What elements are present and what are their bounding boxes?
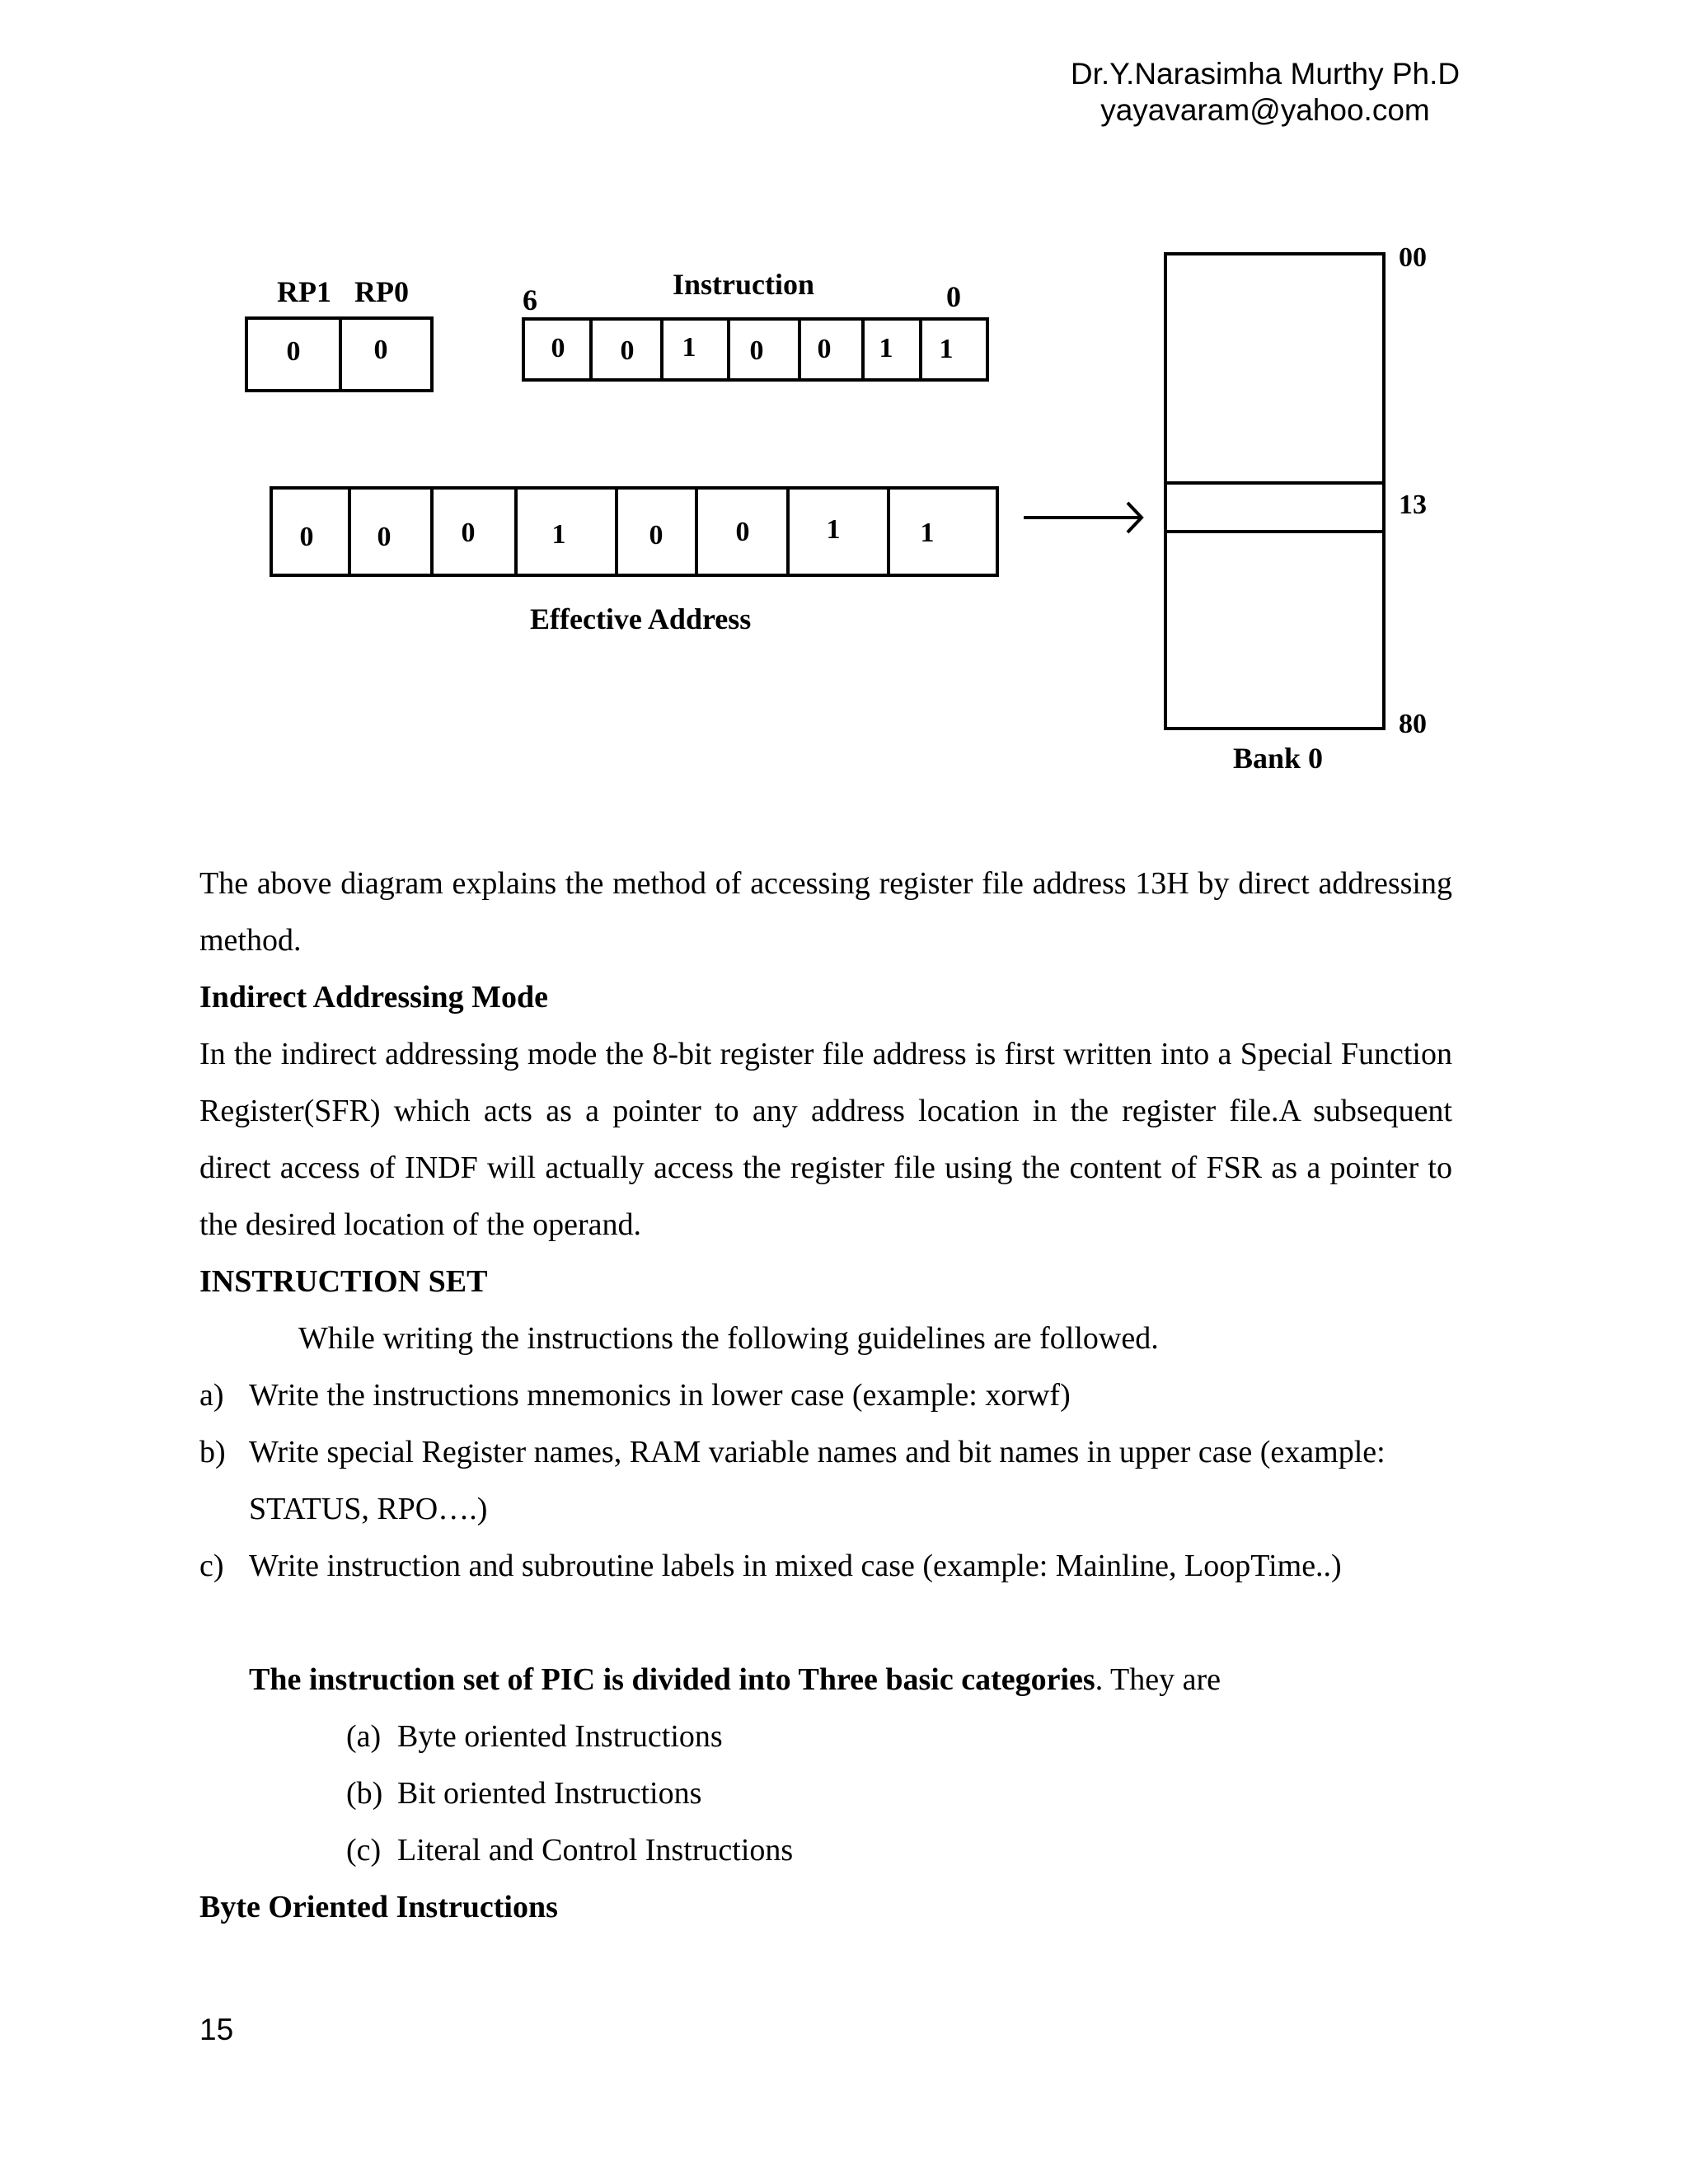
effective-address-bit: 1 [920,518,935,548]
bank-label: Bank 0 [1233,742,1324,775]
guideline-marker: b) [199,1435,226,1469]
category-label: Bit oriented Instructions [397,1776,702,1811]
categories-intro [249,1652,1221,1708]
heading-indirect-addressing: Indirect Addressing Mode [199,980,548,1015]
instruction-bit: 1 [939,334,954,364]
guidelines-intro: While writing the instructions the following guidelines are followed. [298,1321,1159,1356]
effective-address-bit: 0 [649,520,663,551]
guideline-text: Write instruction and subroutine labels in mixed case (example: Mainline, LoopTime..) [249,1549,1342,1583]
effective-address-bit: 1 [826,514,841,545]
guideline-text: Write special Register names, RAM variable names and bit names in upper case (example: [249,1435,1386,1469]
instruction-bit: 1 [682,332,696,363]
instruction-bit: 0 [749,335,764,366]
rp1-bit: 0 [286,336,301,367]
author-email: yayavaram@yahoo.com [1100,93,1430,127]
bank0-memory-block [1165,254,1384,729]
category-marker: (a) [346,1719,382,1754]
categories-intro-bold: The instruction set of PIC is divided into Three basic categories [249,1662,1095,1697]
rp1-label: RP1 [277,275,331,308]
guideline-text-continued: STATUS, RPO….) [249,1492,488,1526]
heading-instruction-set: INSTRUCTION SET [199,1264,488,1299]
arrow-right-icon [1024,503,1142,532]
category-marker: (b) [346,1776,383,1811]
guideline-marker: a) [199,1378,224,1413]
instruction-bit: 0 [817,334,832,364]
categories-intro-rest: . They are [1095,1662,1221,1697]
bank-address-00: 00 [1399,242,1427,273]
instruction-bit: 0 [551,333,565,363]
effective-address-bit: 0 [461,518,476,548]
category-label: Literal and Control Instructions [397,1833,794,1868]
effective-address-bit: 0 [299,522,314,552]
rp0-label: RP0 [354,275,409,308]
instruction-bit: 1 [879,333,893,363]
category-marker: (c) [346,1833,382,1868]
heading-byte-oriented: Byte Oriented Instructions [199,1890,558,1924]
instruction-bit: 0 [620,335,635,366]
diagram-explanation: The above diagram explains the method of accessing register file address 13H by direct addressing method. [199,866,1452,958]
instruction-msb: 6 [523,284,537,316]
category-label: Byte oriented Instructions [397,1719,723,1754]
effective-address-bit: 0 [735,517,750,547]
bank-address-80: 80 [1399,709,1427,739]
bank-address-13: 13 [1399,490,1427,520]
page-number: 15 [199,2013,234,2046]
guideline-marker: c) [199,1549,224,1583]
effective-address-label: Effective Address [530,602,752,635]
guideline-text: Write the instructions mnemonics in lower case (example: xorwf) [249,1378,1071,1413]
author-name: Dr.Y.Narasimha Murthy Ph.D [1070,57,1461,91]
instruction-title: Instruction [673,268,815,301]
instruction-bit-values [551,332,954,366]
rp-bits-box [246,318,432,391]
rp0-bit: 0 [373,335,388,365]
indirect-addressing-paragraph: In the indirect addressing mode the 8-bit register file address is first written into a Special Function Register(SFR) which acts as a pointer to any address location in the register file.A subsequent direct access of INDF will actually access the register file using the content of FSR as a pointer to the desired location of the operand. [199,1037,1452,1242]
direct-addressing-diagram [0,0,1688,824]
instruction-lsb: 0 [946,280,961,313]
effective-address-bit: 0 [377,522,392,552]
effective-address-bit: 1 [551,519,566,550]
